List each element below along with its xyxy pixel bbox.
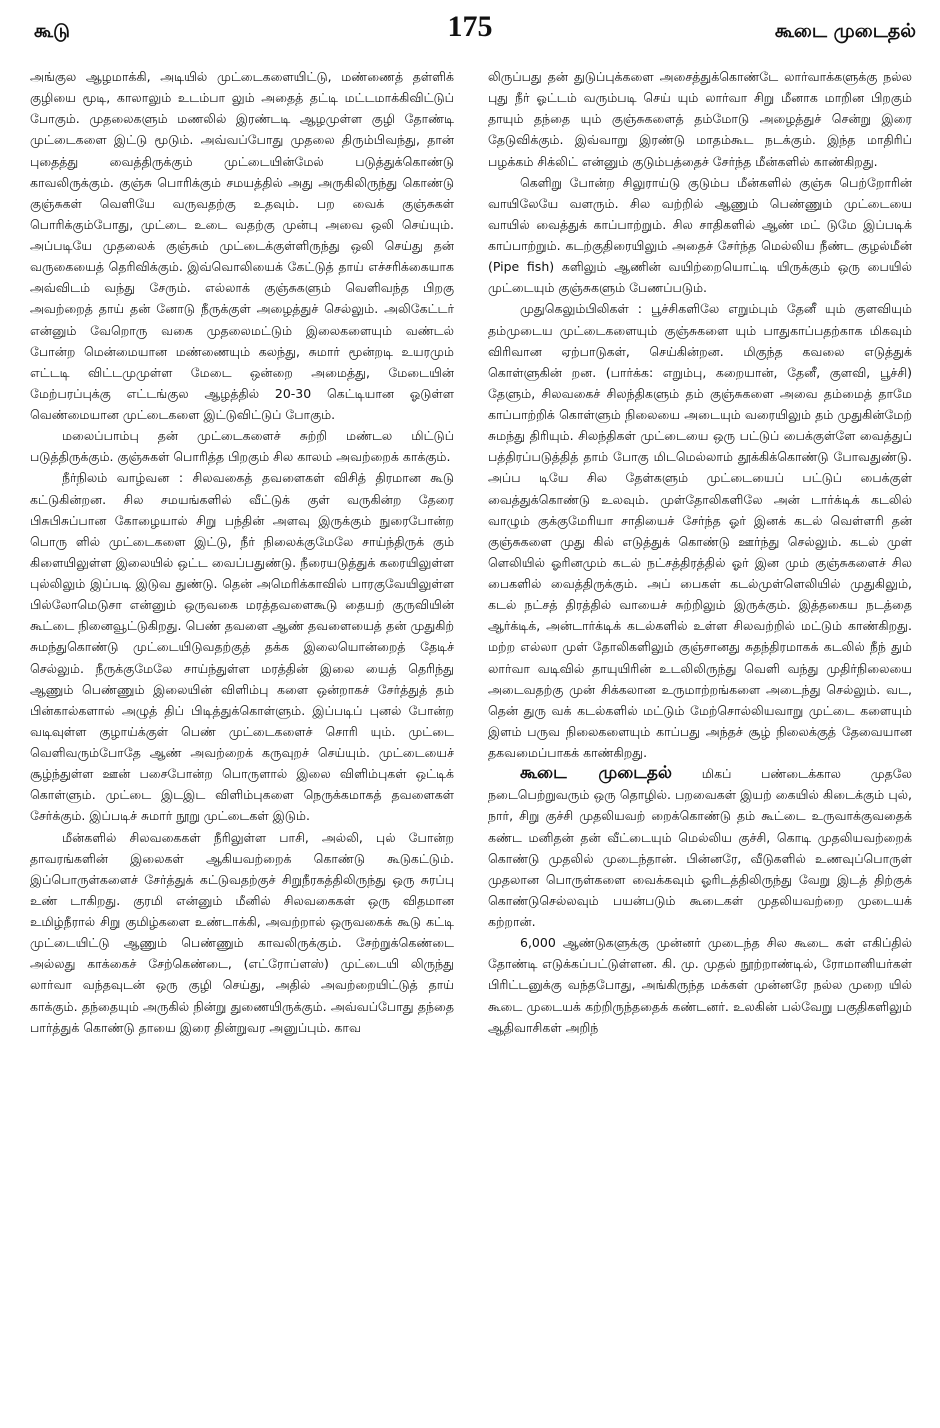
paragraph-python: மலைப்பாம்பு தன் முட்டைகளைச் சுற்றி மண்டல மிட்டுப் படுத்திருக்கும். குஞ்சுகள் பொரித்த பிறகும் சில காலம் அவற்றைக் காக்கும். bbox=[30, 428, 454, 465]
paragraph-fish-nests: மீன்களில் சிலவகைகள் நீரிலுள்ள பாசி, அல்லி, புல் போன்ற தாவரங்களின் இலைகள் ஆகியவற்றைக் கொண்டு கூடுகட்டும். இப்பொருள்களைச் சேர்த்துக் கட்டுவதற்குச் சிறுநீரகத்திலிருந்து ஒரு சுரப்பு உண் டாகிறது. குரமி என்னும் மீனில் சிலவகைகள் ஒரு விதமான உமிழ்நீரால் சிறு குமிழ்களை உண்டாக்கி, அவற்றால் ஒருவகைக் கூடு கட்டி முட்டையிட்டு ஆணும் பெண்ணும் காவலிருக்கும். சேற்றுக்கெண்டை அல்லது காக்கைச் சேற்கெண்டை, (எட்ரோப்ளஸ்) முட்டையி லிருந்து லார்வா வந்தவுடன் ஒரு குழி செய்து, அதில் அவற்றையிட்டுத் தாய் காக்கும். தந்தையும் அருகில் நின்று துணையிருக்கும். அவ்வப்போது தந்தை பார்த்துக் கொண்டு தாயை இரை தின்றுவர அனுப்பும். காவ bbox=[30, 829, 454, 1035]
paragraph-larva-care: லிருப்பது தன் துடுப்புக்களை அசைத்துக்கொண்டே லார்வாக்களுக்கு நல்ல புது நீர் ஓட்டம் வரும்படி செய் யும் லார்வா சிறு மீனாக மாறின பிறகும் தாயும் தந்தை யும் குஞ்சுகளைத் தம்மோடு அழைத்துச் சென்று இரை தேடுவிக்கும். இவ்வாறு இரண்டு மாதம்கூட நடக்கும். இந்த மாதிரிப் பழக்கம் சிக்லிட் என்னும் குடும்பத்தைச் சேர்ந்த மீன்களில் காண்கிறது. bbox=[488, 69, 912, 169]
entry-text: மிகப் பண்டைக்கால முதலே நடைபெற்றுவரும் ஒரு தொழில். பறவைகள் இயற் கையில் கிடைக்கும் புல், நார், சிறு குச்சி முதலியவற் றைக்கொண்டு தம் கூட்டை உருவாக்குவதைக் கண்ட மனிதன் தன் வீட்டையும் மெல்லிய குச்சி, கொடி முதலியவற்றைக் கொண்டு முதலில் முடைந்தான். பின்னரே, வீடுகளில் உணவுப்பொருள் முதலான பொருள்களை வைக்கவும் ஓரிடத்திலிருந்து வேறு இடத் திற்குக் கொண்டுசெல்லவும் பயன்படும் கூடைகள் முதலியவற்றை முடையக் கற்றான். bbox=[488, 766, 912, 929]
paragraph-invertebrates: முதுகெலும்பிலிகள் : பூச்சிகளிலே எறும்பும் தேனீ யும் குளவியும் தம்முடைய முட்டைகளையும் குஞ்சுகளை யும் பாதுகாப்பதற்காக மிகவும் விரிவான ஏற்பாடுகள், செய்கின்றன. மிகுந்த கவலை எடுத்துக் கொள்ளுகின் றன. (பார்க்க: எறும்பு, கறையான், தேனீ, குளவி, பூச்சி) தேளும், சிலவகைச் சிலந்திகளும் தம் குஞ்சுகளை அவை தம்மைத் தாமே காப்பாற்றிக் கொள்ளும் நிலையை அடையும் வரையிலும் தம் முதுகின்மேற் சுமந்து திரியும். சிலந்திகள் முட்டையை ஒரு பட்டுப் பைக்குள்ளே வைத்துப் பத்திரப்படுத்தித் தாம் போகு மிடமெல்லாம் தூக்கிக்கொண்டு போவதுண்டு. அப்ப டியே சில தேள்களும் முட்டையைப் பட்டுப் பைக்குள் வைத்துக்கொண்டு உலவும். முள்தோலிகளிலே அன் டார்க்டிக் கடலில் வாழும் குக்குமேரியா சாதியைச் சேர்ந்த ஓர் இனக் கடல் வெள்ளரி தன் குஞ்சுகளை முது கில் எடுத்துக் கொண்டு ஊர்ந்து செல்லும். கடல் முள் ளெலியில் ஓரினமும் கடல் நட்சத்திரத்தில் ஓர் இன மும் குஞ்சுகளைச் சில பைகளில் வைத்திருக்கும். அப் பைகள் கடல்முள்ளெலியில் முதுகிலும், கடல் நட்சத் திரத்தில் வாயைச் சுற்றிலும் இருக்கும். இத்தகைய நடத்தை ஆர்க்டிக், அன்டார்க்டிக் கடல்களில் உள்ள சிலவற்றில் மட்டும் காண்கிறது. மற்ற எல்லா முள் தோலிகளிலும் குஞ்சானது சுதந்திரமாகக் கடலில் நீந் தும் லார்வா வடிவில் தாயுயிரின் உடலிலிருந்து வெளி வந்து முதிர்நிலையை அடைவதற்கு முன் சிக்கலான உருமாற்றங்களை அடைந்து செல்லும். வட, தென் துரு வக் கடல்களில் மட்டும் மேற்சொல்லியவாறு முட்டை களையும் இளம் பருவ நிலைகளையும் காப்பது அந்தச் சூழ் நிலைக்குத் தேவையான தகவமைப்பாகக் காண்கிறது. bbox=[488, 301, 912, 760]
entry-basket-weaving bbox=[488, 763, 912, 932]
paragraph-crocodile: அங்குல ஆழமாக்கி, அடியில் முட்டைகளையிட்டு, மண்ணைத் தள்ளிக் குழியை மூடி, காலாலும் உடம்பா லும் அதைத் தட்டி மட்டமாக்கிவிட்டுப் போகும். முதலைகளும் மணலில் இரண்டடி ஆழமுள்ள குழி தோண்டி முட்டைகளை இட்டு மூடும். அவ்வப்போது முதலை திரும்பிவந்து, தான் புதைத்து வைத்திருக்கும் முட்டையின்மேல் படுத்துக்கொண்டு காவலிருக்கும். குஞ்சு பொரிக்கும் சமயத்தில் அது அருகிலிருந்து கொண்டு குஞ்சுகள் வெளியே வருவதற்கு உதவும். பற வைக் குஞ்சுகள் பொரிக்கும்போது, முட்டை உடை வதற்கு முன்பு அவை ஒலி செய்யும். அப்படியே முதலைக் குஞ்சும் முட்டைக்குள்ளிருந்து ஒலி செய்து தன் வருகையைத் தெரிவிக்கும். இவ்வொலியைக் கேட்டுத் தாய் எச்சரிக்கையாக அவ்விடம் வந்து சேரும். எல்லாக் குஞ்சுகளும் வெளிவந்த பிறகு அவற்றைத் தாய் தன் னோடு நீருக்குள் அழைத்துச் செல்லும். அலிகேட்டர் என்னும் வேறொரு வகை முதலைமட்டும் இலைகளையும் வண்டல் போன்ற மென்மையான மண்ணையும் கலந்து, சுமார் மூன்றடி உயரமும் எட்டடி விட்டமுமுள்ள மேடை ஒன்றை அமைத்து, மேடையின் மேற்பரப்புக்கு எட்டங்குல ஆழத்தில் 20-30 கெட்டியான ஓடுள்ள வெண்மையான முட்டைகளை இட்டுவிட்டுப் போகும். bbox=[30, 69, 454, 422]
paragraph-basket-history: 6,000 ஆண்டுகளுக்கு முன்னர் முடைந்த சில கூடை கள் எகிப்தில் தோண்டி எடுக்கப்பட்டுள்ளன. கி. மு. முதல் நூற்றாண்டில், ரோமானியர்கள் பிரிட்டனுக்கு வந்தபோது, அங்கிருந்த மக்கள் முன்னரே நல்ல முறை யில் கூடை முடையக் கற்றிருந்ததைக் கண்டனர். உலகின் பல்வேறு பகுதிகளிலும் ஆதிவாசிகள் அறிந் bbox=[488, 935, 912, 1035]
entry-heading: கூடை முடைதல் bbox=[520, 763, 673, 784]
right-column bbox=[488, 66, 912, 1038]
paragraph-catfish: கெளிறு போன்ற சிலுராய்டு குடும்ப மீன்களில் குஞ்சு பெற்றோரின் வாயிலேயே வளரும். சில வற்றில் ஆணும் பெண்ணும் முட்டையை வாயில் வைத்துக் காப்பாற்றும். சில சாதிகளில் ஆண் மட் டுமே இப்படிக் காப்பாற்றும். கடற்குதிரையிலும் அதைச் சேர்ந்த மெல்லிய நீண்ட குழல்மீன் (Pipe fish) களிலும் ஆணின் வயிற்றையொட்டி யிருக்கும் ஒரு பையில் முட்டையும் குஞ்சுகளும் பேணப்படும். bbox=[488, 174, 912, 296]
page-header bbox=[14, 6, 926, 58]
running-head-right: கூடை முடைதல் bbox=[774, 20, 916, 42]
paragraph-amphibians: நீர்நிலம் வாழ்வன : சிலவகைத் தவளைகள் விசித் திரமான கூடு கட்டுகின்றன. சில சமயங்களில் வீட்டுக் குள் வருகின்ற தேரை பிசுபிசுப்பான கோழையால் சிறு பந்தின் அளவு இருக்கும் நுரைபோன்ற பொரு ளில் முட்டைகளை இட்டு, நீர் நிலைக்குமேலே சாய்ந்திருக் கும் கிளையிலுள்ள இலையில் ஒட்ட வைப்பதுண்டு. நீரையடுத்துக் கரையிலுள்ள புல்லிலும் இப்படி இடுவ துண்டு. தென் அமெரிக்காவில் பாரகுவேயிலுள்ள பில்லோமெடுசா என்னும் ஒருவகை மரத்தவளைகூடு தையற் குருவியின் கூட்டை நினைவூட்டுகிறது. பெண் தவளை ஆண் தவளையைத் தன் முதுகிற் சுமந்துகொண்டு முட்டையிடுவதற்குத் தக்க இலையொன்றைத் தேடிச் செல்லும். நீருக்குமேலே சாய்ந்துள்ள மரத்தின் இலை யைத் தெரிந்து ஆணும் பெண்ணும் இலையின் விளிம்பு களை ஒன்றாகச் சேர்த்துத் தம் பின்கால்களால் அழுத் திப் பிடித்துக்கொள்ளும். இப்படிப் புனல் போன்ற வடிவுள்ள குழாய்க்குள் பெண் முட்டைகளைச் சொரி யும். முட்டை வெளிவரும்போதே ஆண் அவற்றைக் கருவுறச் செய்யும். முட்டையைச் சூழ்ந்துள்ள ஊன் பசைபோன்ற பொருளால் இலை விளிம்புகள் ஒட்டிக் கொள்ளும். முட்டை இடஇட விளிம்புகளை நெருக்கமாகத் தவளைகள் சேர்க்கும். இப்படிச் சுமார் நூறு முட்டைகள் இடும். bbox=[30, 470, 454, 824]
left-column bbox=[30, 66, 454, 1038]
running-head-left: கூடு bbox=[34, 20, 71, 42]
page-number: 175 bbox=[447, 10, 493, 43]
